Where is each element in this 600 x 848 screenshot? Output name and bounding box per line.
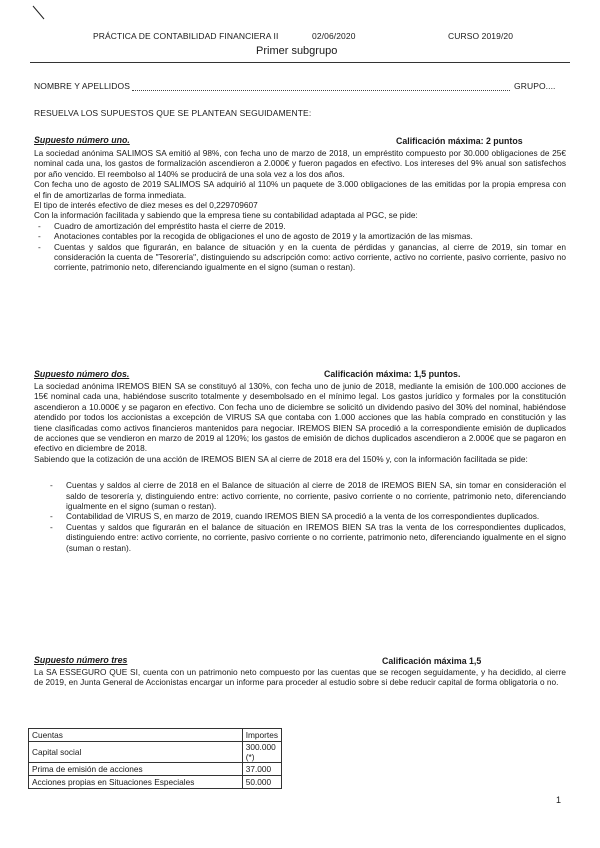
- case1-p1: La sociedad anónima SALIMOS SA emitió al 98%, con fecha uno de marzo de 2018, un empréstito compuesto por 30.000 obligaciones de 25€ nominal cada una, los gastos de formalización ascendieron a 2.000€ y fueron pagados en efectivo. Los intereses del 9% anual son satisfechos por año vencido. El reembolso al 140% se producirá de una sola vez a los dos años.: [34, 148, 566, 179]
- list-item: - Cuadro de amortización del empréstito hasta el cierre de 2019.: [38, 220, 286, 231]
- case2-p2: Sabiendo que la cotización de una acción de IREMOS BIEN SA al cierre de 2018 era del 150% y, con la información facilitada se pide:: [34, 453, 528, 464]
- case1-p3: El tipo de interés efectivo de diez meses es del 0,229709607: [34, 200, 258, 211]
- table-cell: Prima de emisión de acciones: [29, 763, 243, 776]
- table-header-row: [29, 729, 282, 742]
- case1-body: [34, 148, 566, 273]
- case3-max: Calificación máxima 1,5: [382, 656, 482, 666]
- course-year: CURSO 2019/20: [448, 31, 514, 41]
- case3-title: Supuesto número tres: [34, 655, 128, 665]
- case2-p1: La sociedad anónima IREMOS BIEN SA se constituyó al 130%, con fecha uno de junio de 2018, mediante la emisión de 100.000 acciones de 15€ nominal cada una, habiéndose suscrito totalmente y desembolsado en el mínimo legal. Los gastos jurídico y formales por la constitución ascendieron a 10.000€ y se pagaron en efectivo. Con fecha uno de diciembre se solicitó un dividendo pasivo del 30% del nominal, habiéndose atendido por todos los accionistas a excepción de VIRUS SA que contaba con 1.000 acciones que las había comprado en constitución y las tiene clasificadas como activos financieros mantenidos para negociar. IREMOS BIEN SA procedió a la correspondiente emisión de duplicados de acciones que se vendieron en marzo de 2019 al 120%; los gastos de emisión de dichos duplicados ascendieron a 2.000€ que se pagaron en efectivo en diciembre de 2018.: [34, 381, 566, 454]
- group-label: GRUPO....: [514, 81, 556, 91]
- case2-max: Calificación máxima: 1,5 puntos.: [324, 369, 461, 379]
- subgroup-title: Primer subgrupo: [256, 45, 338, 57]
- instruction: RESUELVA LOS SUPUESTOS QUE SE PLANTEAN SEGUIDAMENTE:: [34, 108, 312, 118]
- table-cell: Capital social: [29, 742, 243, 763]
- case1-max: Calificación máxima: 2 puntos: [396, 136, 523, 146]
- list-item: - Cuentas y saldos que figurarán en el balance de situación en IREMOS BIEN SA tras la venta de los correspondientes duplicados, distinguiendo entre: activo corriente, no corriente, pasivo corriente o no corriente, patrimonio neto, diferenciando igualmente en el signo (suman o restan).: [50, 521, 566, 553]
- table-header: Importes: [242, 729, 281, 742]
- accounts-table: [28, 728, 282, 789]
- table-cell: 300.000 (*): [242, 742, 281, 763]
- case1-p4: Con la información facilitada y sabiendo que la empresa tiene su contabilidad adaptada al PGC, se pide:: [34, 210, 418, 221]
- course-title: PRÁCTICA DE CONTABILIDAD FINANCIERA II: [93, 31, 279, 41]
- header-rule: [30, 62, 570, 63]
- list-item: - Contabilidad de VIRUS S, en marzo de 2019, cuando IREMOS BIEN SA procedió a la venta de los correspondientes duplicados.: [50, 511, 540, 522]
- table-cell: Acciones propias en Situaciones Especiales: [29, 776, 243, 789]
- case2-body: [34, 381, 566, 553]
- list-item: - Anotaciones contables por la recogida de obligaciones el uno de agosto de 2019 y la amortización de las mismas.: [38, 231, 473, 242]
- list-item: - Cuentas y saldos al cierre de 2018 en el Balance de situación al cierre de 2018 de IREMOS BIEN SA, sin tomar en consideración el saldo de tesorería y, distinguiendo entre: activo corriente, no corriente, pasivo corriente o no corriente, patrimonio neto, diferenciando igualmente en el signo (suman o restan).: [50, 480, 566, 512]
- name-field[interactable]: [132, 90, 510, 91]
- list-item: - Cuentas y saldos que figurarán, en balance de situación y en la cuenta de pérdidas y ganancias, al cierre de 2019, sin tomar en consideración la cuenta de "Tesorería", distinguiendo su adscripción como: activo corriente, activo no corriente, pasivo corriente, pasivo no corriente, patrimonio neto, diferenciando igualmente en el signo (suman o restan).: [38, 241, 566, 273]
- table-row: [29, 763, 282, 776]
- case1-title: Supuesto número uno.: [34, 135, 130, 145]
- pen-mark: [0, 0, 60, 40]
- name-label: NOMBRE Y APELLIDOS: [34, 81, 130, 91]
- table-row: [29, 776, 282, 789]
- table-row: [29, 742, 282, 763]
- case2-title: Supuesto número dos.: [34, 369, 130, 379]
- table-header: Cuentas: [29, 729, 243, 742]
- exam-date: 02/06/2020: [312, 31, 356, 41]
- table-cell: 37.000: [242, 763, 281, 776]
- case1-p2: Con fecha uno de agosto de 2019 SALIMOS SA adquirió al 110% un paquete de 3.000 obligaciones de las emitidas por la propia empresa con el fin de amortizarlas de forma inmediata.: [34, 179, 566, 200]
- table-cell: 50.000: [242, 776, 281, 789]
- page-number: 1: [556, 795, 562, 805]
- case3-body: [34, 667, 566, 688]
- case3-p1: La SA ESSEGURO QUE SI, cuenta con un patrimonio neto compuesto por las cuentas que se recogen seguidamente, y ha decidido, al cierre de 2019, en Junta General de Accionistas encargar un informe para proceder al estudio sobre si debe reducir capital de forma obligatoria o no.: [34, 667, 566, 688]
